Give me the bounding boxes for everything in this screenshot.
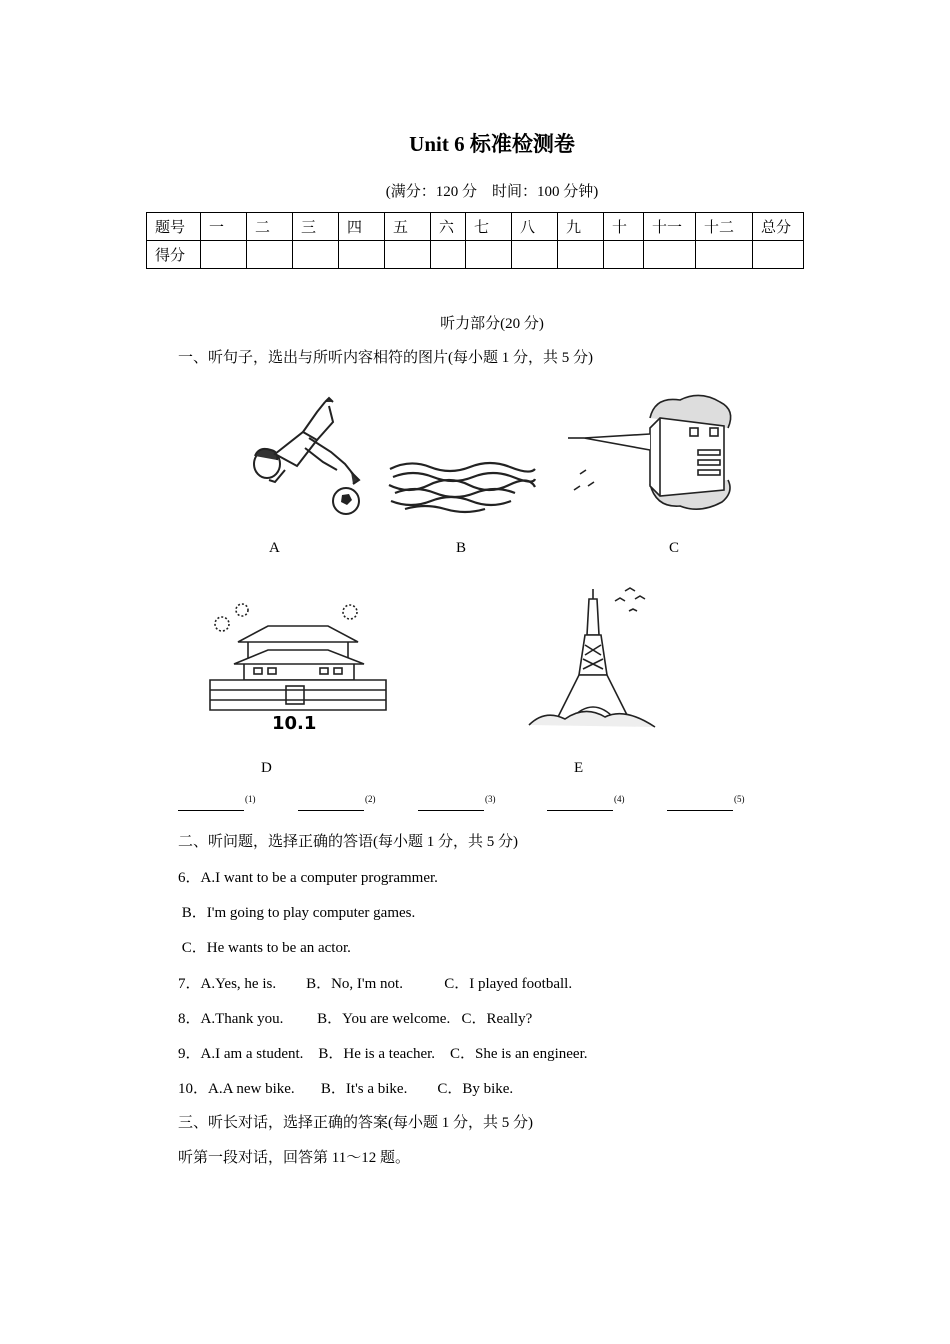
- score-cell[interactable]: [385, 241, 431, 269]
- answer-blank[interactable]: [418, 810, 484, 811]
- score-cell[interactable]: [466, 241, 512, 269]
- score-cell[interactable]: [201, 241, 247, 269]
- picture-label-d: D: [261, 760, 272, 776]
- football-player-icon: [245, 392, 370, 520]
- blank-number: (2): [365, 794, 376, 804]
- table-cell: 一: [201, 213, 247, 241]
- score-table: [146, 212, 804, 269]
- score-cell[interactable]: [558, 241, 604, 269]
- blank-number: (1): [245, 794, 256, 804]
- part3-subinstruction: 听第一段对话，回答第 11～12 题。: [178, 1150, 410, 1166]
- table-cell: 题号: [147, 213, 201, 241]
- question-line: 8．A.Thank you. B．You are welcome. C．Really?: [178, 1011, 533, 1027]
- river-icon: [385, 455, 540, 517]
- question-line: 10．A.A new bike. B．It's a bike. C．By bike.: [178, 1081, 514, 1097]
- score-cell[interactable]: [293, 241, 339, 269]
- part2-instruction: 二、听问题，选择正确的答语(每小题 1 分，共 5 分): [178, 834, 518, 850]
- table-cell: 二: [247, 213, 293, 241]
- table-cell: 十一: [644, 213, 696, 241]
- table-cell: 总分: [753, 213, 804, 241]
- table-cell: 三: [293, 213, 339, 241]
- picture-label-a: A: [269, 540, 280, 556]
- date-caption: 10.1: [272, 713, 317, 734]
- score-cell[interactable]: [604, 241, 644, 269]
- score-cell[interactable]: [512, 241, 558, 269]
- table-cell: 八: [512, 213, 558, 241]
- question-line: B．I'm going to play computer games.: [178, 905, 416, 921]
- table-cell: 九: [558, 213, 604, 241]
- blank-number: (3): [485, 794, 496, 804]
- table-cell: 十: [604, 213, 644, 241]
- score-cell[interactable]: [431, 241, 466, 269]
- table-cell: 四: [339, 213, 385, 241]
- answer-blank[interactable]: [178, 810, 244, 811]
- score-table-header-row: [147, 213, 804, 241]
- exam-info: (满分：120 分 时间：100 分钟): [385, 184, 599, 200]
- answer-blank[interactable]: [667, 810, 733, 811]
- answer-blank[interactable]: [298, 810, 364, 811]
- score-cell[interactable]: [696, 241, 753, 269]
- picture-label-c: C: [669, 540, 680, 556]
- part1-instruction: 一、听句子，选出与所听内容相符的图片(每小题 1 分，共 5 分): [178, 350, 593, 366]
- table-cell: 得分: [147, 241, 201, 269]
- part3-instruction: 三、听长对话，选择正确的答案(每小题 1 分，共 5 分): [178, 1115, 533, 1131]
- house-kite-icon: [560, 388, 740, 518]
- picture-label-b: B: [456, 540, 467, 556]
- score-table-score-row: [147, 241, 804, 269]
- table-cell: 十二: [696, 213, 753, 241]
- score-cell[interactable]: [339, 241, 385, 269]
- score-cell[interactable]: [644, 241, 696, 269]
- question-line: C．He wants to be an actor.: [178, 940, 351, 956]
- question-line: 6．A.I want to be a computer programmer.: [178, 870, 438, 886]
- eiffel-tower-icon: [525, 585, 660, 735]
- picture-label-e: E: [574, 760, 584, 776]
- answer-blank[interactable]: [547, 810, 613, 811]
- page-title: Unit 6 标准检测卷: [409, 132, 575, 156]
- score-cell[interactable]: [753, 241, 804, 269]
- blank-number: (4): [614, 794, 625, 804]
- blank-number: (5): [734, 794, 745, 804]
- table-cell: 七: [466, 213, 512, 241]
- question-line: 7．A.Yes, he is. B．No, I'm not. C．I played football.: [178, 976, 573, 992]
- listening-header: 听力部分(20 分): [440, 316, 544, 332]
- score-cell[interactable]: [247, 241, 293, 269]
- question-line: 9．A.I am a student. B．He is a teacher. C．She is an engineer.: [178, 1046, 588, 1062]
- table-cell: 六: [431, 213, 466, 241]
- table-cell: 五: [385, 213, 431, 241]
